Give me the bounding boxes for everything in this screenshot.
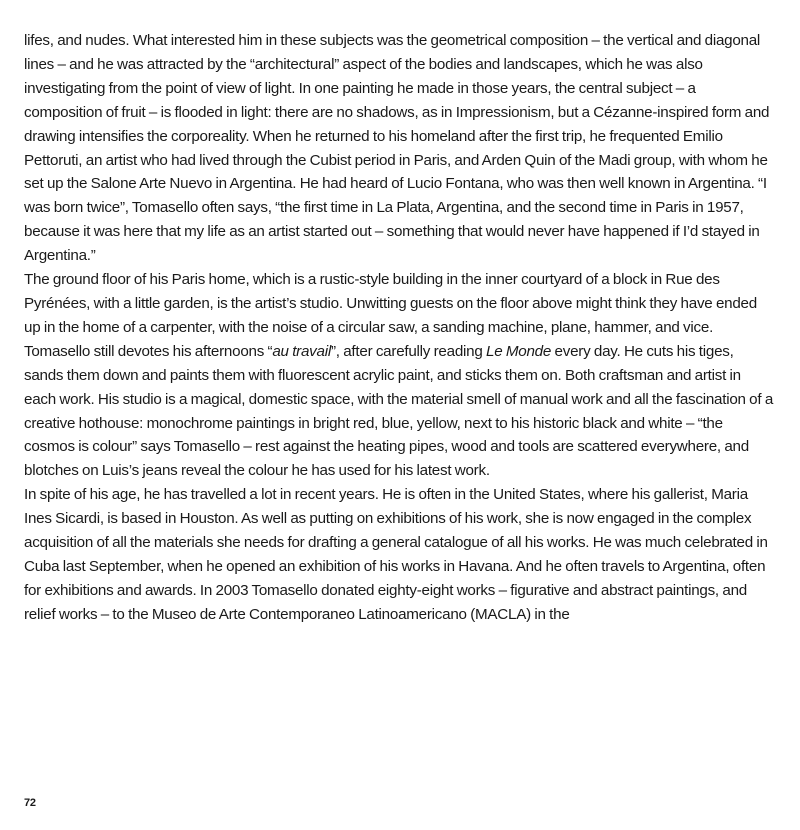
paragraph-1 xyxy=(24,29,776,268)
article-body xyxy=(24,29,776,627)
paragraph-3-text: In spite of his age, he has travelled a lot in recent years. He is often in the United States, where his gallerist, Maria Ines Sicardi, is based in Houston. As well as putting on exhibitions of his work, she is now engaged in the complex acquisition of all the materials she needs for drafting a general catalogue of all his works. He was much celebrated in Cuba last September, when he opened an exhibition of his works in Havana. And he often travels to Argentina, often for exhibitions and awards. In 2003 Tomasello donated eighty-eight works – figurative and abstract paintings, and relief works – to the Museo de Arte Contemporaneo Latinoamericano (MACLA) in the xyxy=(24,486,768,623)
paragraph-1-text: lifes, and nudes. What interested him in these subjects was the geometrical composition – the vertical and diagonal lines – and he was attracted by the “architectural” aspect of the bodies and landscapes, which he was also investigating from the point of view of light. In one painting he made in those years, the central subject – a composition of fruit – is flooded in light: there are no shadows, as in Impressionism, but a Cézanne-inspired form and drawing intensifies the corporeality. When he returned to his homeland after the first trip, he frequented Emilio Pettoruti, an artist who had lived through the Cubist period in Paris, and Arden Quin of the Madi group, with whom he set up the Salone Arte Nuevo in Argentina. He had heard of Lucio Fontana, who was then well known in Argentina. “I was born twice”, Tomasello often says, “the first time in La Plata, Argentina, and the second time in Paris in 1957, because it was here that my life as an artist started out – something that would never have happened if I’d stayed in Argentina.” xyxy=(24,32,770,265)
paragraph-2-text-c: every day. He cuts his tiges, sands them down and paints them with fluorescent acrylic paint, and sticks them on. Both craftsman and artist in each work. His studio is a magical, domestic space, with the material smell of manual work and all the fascination of a creative hothouse: monochrome paintings in bright red, blue, yellow, next to his historic black and white – “the cosmos is colour” says Tomasello – rest against the heating pipes, wood and tools are scattered everywhere, and blotches on Luis’s jeans reveal the colour he has used for his latest work. xyxy=(24,342,774,480)
paragraph-2-text-a: The ground floor of his Paris home, which is a rustic-style building in the inner courtyard of a block in Rue des Pyrénées, with a little garden, is the artist’s studio. Unwitting guests on the floor above might think they have ended up in the home of a carpenter, with the noise of a circular saw, a sanding machine, plane, hammer, and vice. Tomasello still devotes his afternoons “ xyxy=(24,271,757,360)
page-number: 72 xyxy=(24,797,36,809)
paragraph-2-text-b: ”, after carefully reading xyxy=(330,342,486,360)
newspaper-title-le-monde: Le Monde xyxy=(486,342,552,360)
paragraph-3 xyxy=(24,483,776,626)
paragraph-2 xyxy=(24,268,776,483)
phrase-au-travail: au travail xyxy=(272,342,331,360)
